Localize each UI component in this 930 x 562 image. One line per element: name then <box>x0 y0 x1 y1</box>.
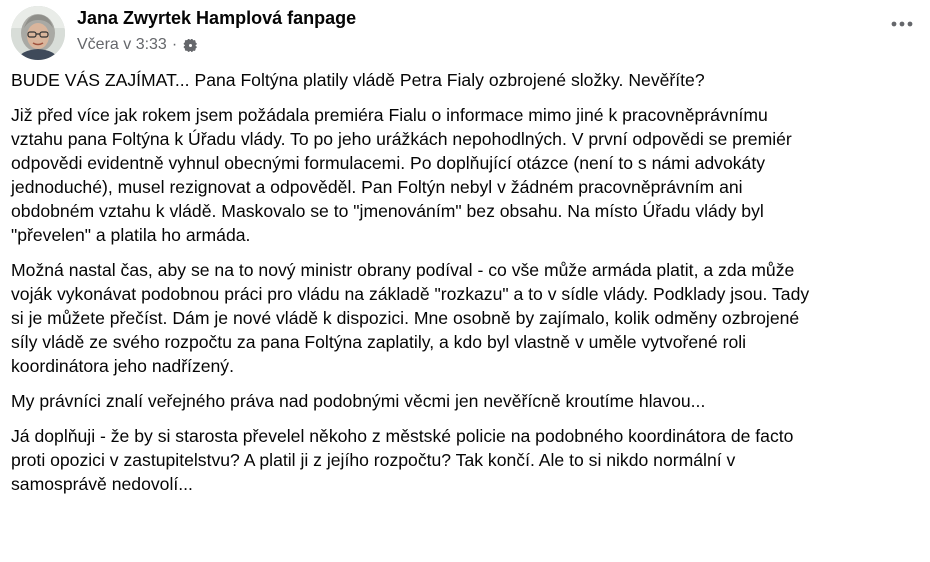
post-header <box>11 4 916 60</box>
avatar-image <box>11 6 65 60</box>
post-meta <box>77 36 198 54</box>
post-paragraph: Již před více jak rokem jsem požádala premiéra Fialu o informace mimo jiné k pracovněprávnímu vztahu pana Foltýna k Úřadu vlády. To po jeho urážkách nepohodlných. V první odpovědi se premiér odpovědi evidentně vyhnul obecnými formulacemi. Po doplňující otázce (není to s námi advokáty jednoduché), musel rezignovat a odpověděl. Pan Foltýn nebyl v žádném pracovněprávním ani obdobném vztahu k vládě. Maskovalo se to "jmenováním" bez obsahu. Na místo Úřadu vlády byl "převelen" a platila ho armáda. <box>11 105 792 245</box>
post-paragraph: BUDE VÁS ZAJÍMAT... Pana Foltýna platily vládě Petra Fialy ozbrojené složky. Nevěříte? <box>11 70 705 90</box>
meta-separator: · <box>171 36 178 53</box>
post-paragraph: Já doplňuji - že by si starosta převelel někoho z městské policie na podobného koordinátora de facto proti opozici v zastupitelstvu? A platil ji z jejího rozpočtu? Tak končí. Ale to si nikdo normální v samosprávě nedovolí... <box>11 426 794 494</box>
more-options-icon[interactable] <box>888 14 916 34</box>
post-timestamp[interactable]: Včera v 3:33 <box>77 36 167 53</box>
gear-icon[interactable] <box>183 38 198 53</box>
post-paragraph: My právníci znalí veřejného práva nad podobnými věcmi jen nevěřícně kroutíme hlavou... <box>11 391 706 411</box>
post-paragraph: Možná nastal čas, aby se na to nový ministr obrany podíval - co vše může armáda platit, a zda může voják vykonávat podobnou práci pro vládu na základě "rozkazu" a to v sídle vlády. Podklady jsou. Tady si je můžete přečíst. Dám je nové vládě k dispozici. Mne osobně by zajímalo, kolik odměny ozbrojené síly vládě ze svého rozpočtu za pana Foltýna zaplatily, a kdo byl vlastně v uměle vytvořené roli koordinátora jeho nadřízený. <box>11 260 810 376</box>
profile-avatar[interactable] <box>11 6 65 60</box>
post-content <box>11 68 929 507</box>
author-name[interactable]: Jana Zwyrtek Hamplová fanpage <box>77 8 357 28</box>
